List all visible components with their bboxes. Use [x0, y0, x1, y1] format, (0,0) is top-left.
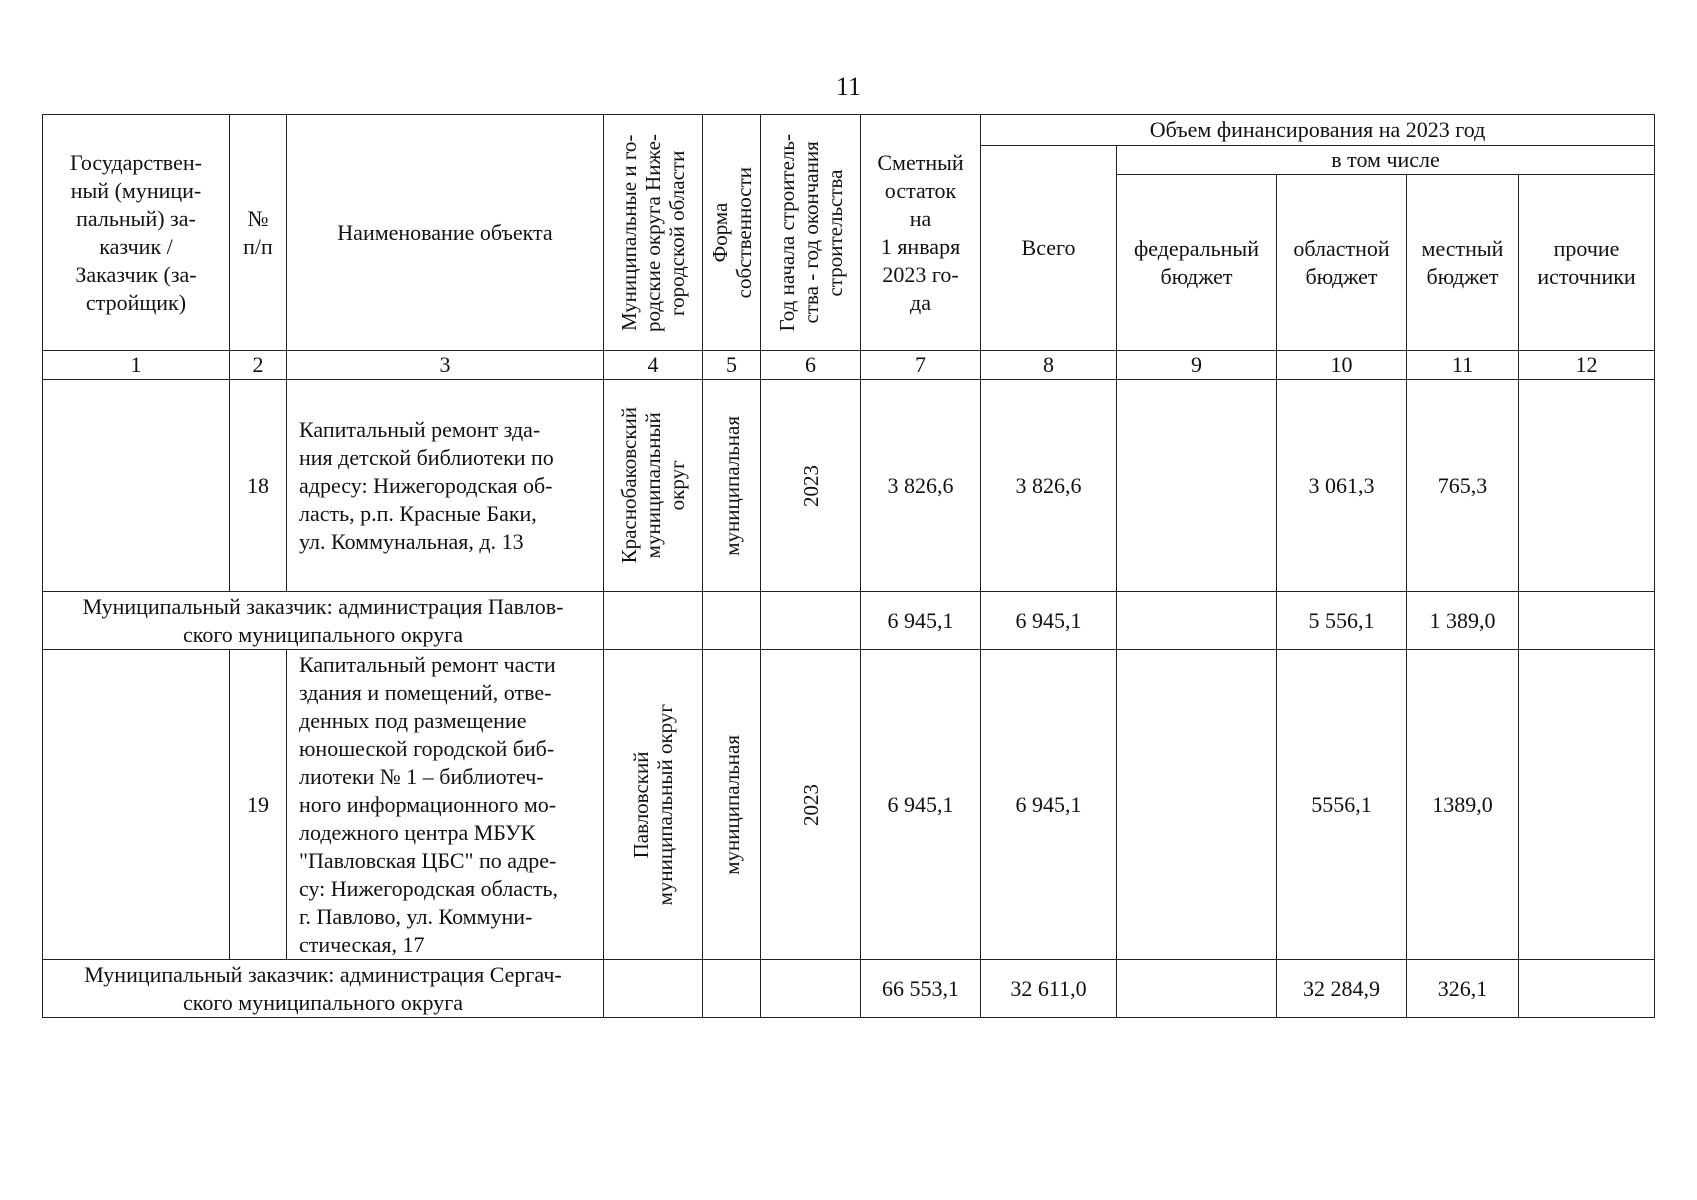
ownership-cell: муниципальная	[703, 650, 761, 960]
header-district: Муниципальные и го- родские округа Ниже- городской области	[604, 115, 703, 351]
total-cell: 32 611,0	[981, 960, 1117, 1018]
header-total: Всего	[981, 146, 1117, 351]
header-local: местный бюджет	[1407, 175, 1519, 351]
group-label: Муниципальный заказчик: администрация Сергач- ского муниципального округа	[43, 960, 604, 1018]
other-cell	[1519, 960, 1655, 1018]
financing-table	[42, 114, 1655, 1018]
header-funding-group: Объем финансирования на 2023 год	[981, 115, 1655, 146]
other-cell	[1519, 592, 1655, 650]
group-row	[43, 592, 1655, 650]
estimate-cell: 66 553,1	[861, 960, 981, 1018]
object-name: Капитальный ремонт части здания и помещений, отве- денных под размещение юношеской городской биб- лиотеки № 1 – библиотеч- ного информационного мо- лодежного центра МБУК "Павловская ЦБС" по адре- су: Нижегородская область, г. Павлово, ул. Коммуни- стическая, 17	[287, 650, 604, 960]
header-including: в том числе	[1117, 146, 1655, 175]
table-row	[43, 380, 1655, 592]
header-row-1	[43, 115, 1655, 146]
group-row	[43, 960, 1655, 1018]
other-cell	[1519, 650, 1655, 960]
header-customer: Государствен- ный (муници- пальный) за- казчик / Заказчик (за- стройщик)	[43, 115, 230, 351]
column-number: 10	[1277, 351, 1407, 380]
other-cell	[1519, 380, 1655, 592]
regional-cell: 3 061,3	[1277, 380, 1407, 592]
header-object-name: Наименование объекта	[287, 115, 604, 351]
years-cell: 2023	[761, 650, 861, 960]
header-years: Год начала строитель- ства - год окончания строительства	[761, 115, 861, 351]
column-number: 1	[43, 351, 230, 380]
group-label: Муниципальный заказчик: администрация Павлов- ского муниципального округа	[43, 592, 604, 650]
column-number: 8	[981, 351, 1117, 380]
federal-cell	[1117, 592, 1277, 650]
column-number: 6	[761, 351, 861, 380]
empty-cell	[761, 960, 861, 1018]
column-numbers-row	[43, 351, 1655, 380]
row-number: 19	[230, 650, 287, 960]
column-number: 12	[1519, 351, 1655, 380]
empty-cell	[604, 960, 703, 1018]
years-cell: 2023	[761, 380, 861, 592]
column-number: 3	[287, 351, 604, 380]
district-cell: Краснобаковский муниципальный округ	[604, 380, 703, 592]
federal-cell	[1117, 650, 1277, 960]
header-other: прочие источники	[1519, 175, 1655, 351]
header-estimate: Сметный остаток на 1 января 2023 го- да	[861, 115, 981, 351]
estimate-cell: 6 945,1	[861, 650, 981, 960]
estimate-cell: 3 826,6	[861, 380, 981, 592]
district-cell: Павловский муниципальный округ	[604, 650, 703, 960]
empty-cell	[604, 592, 703, 650]
column-number: 7	[861, 351, 981, 380]
customer-cell	[43, 650, 230, 960]
local-cell: 326,1	[1407, 960, 1519, 1018]
federal-cell	[1117, 960, 1277, 1018]
header-number: № п/п	[230, 115, 287, 351]
total-cell: 6 945,1	[981, 592, 1117, 650]
object-name: Капитальный ремонт зда- ния детской библиотеки по адресу: Нижегородская об- ласть, р.п. Красные Баки, ул. Коммунальная, д. 13	[287, 380, 604, 592]
total-cell: 3 826,6	[981, 380, 1117, 592]
header-regional: областной бюджет	[1277, 175, 1407, 351]
ownership-cell: муниципальная	[703, 380, 761, 592]
federal-cell	[1117, 380, 1277, 592]
column-number: 5	[703, 351, 761, 380]
row-number: 18	[230, 380, 287, 592]
empty-cell	[703, 960, 761, 1018]
column-number: 11	[1407, 351, 1519, 380]
column-number: 9	[1117, 351, 1277, 380]
customer-cell	[43, 380, 230, 592]
local-cell: 1 389,0	[1407, 592, 1519, 650]
regional-cell: 5556,1	[1277, 650, 1407, 960]
empty-cell	[761, 592, 861, 650]
empty-cell	[703, 592, 761, 650]
estimate-cell: 6 945,1	[861, 592, 981, 650]
regional-cell: 32 284,9	[1277, 960, 1407, 1018]
column-number: 2	[230, 351, 287, 380]
local-cell: 765,3	[1407, 380, 1519, 592]
page-number: 11	[835, 72, 862, 101]
table-row	[43, 650, 1655, 960]
total-cell: 6 945,1	[981, 650, 1117, 960]
regional-cell: 5 556,1	[1277, 592, 1407, 650]
header-federal: федеральный бюджет	[1117, 175, 1277, 351]
local-cell: 1389,0	[1407, 650, 1519, 960]
header-ownership: Форма собственности	[703, 115, 761, 351]
column-number: 4	[604, 351, 703, 380]
